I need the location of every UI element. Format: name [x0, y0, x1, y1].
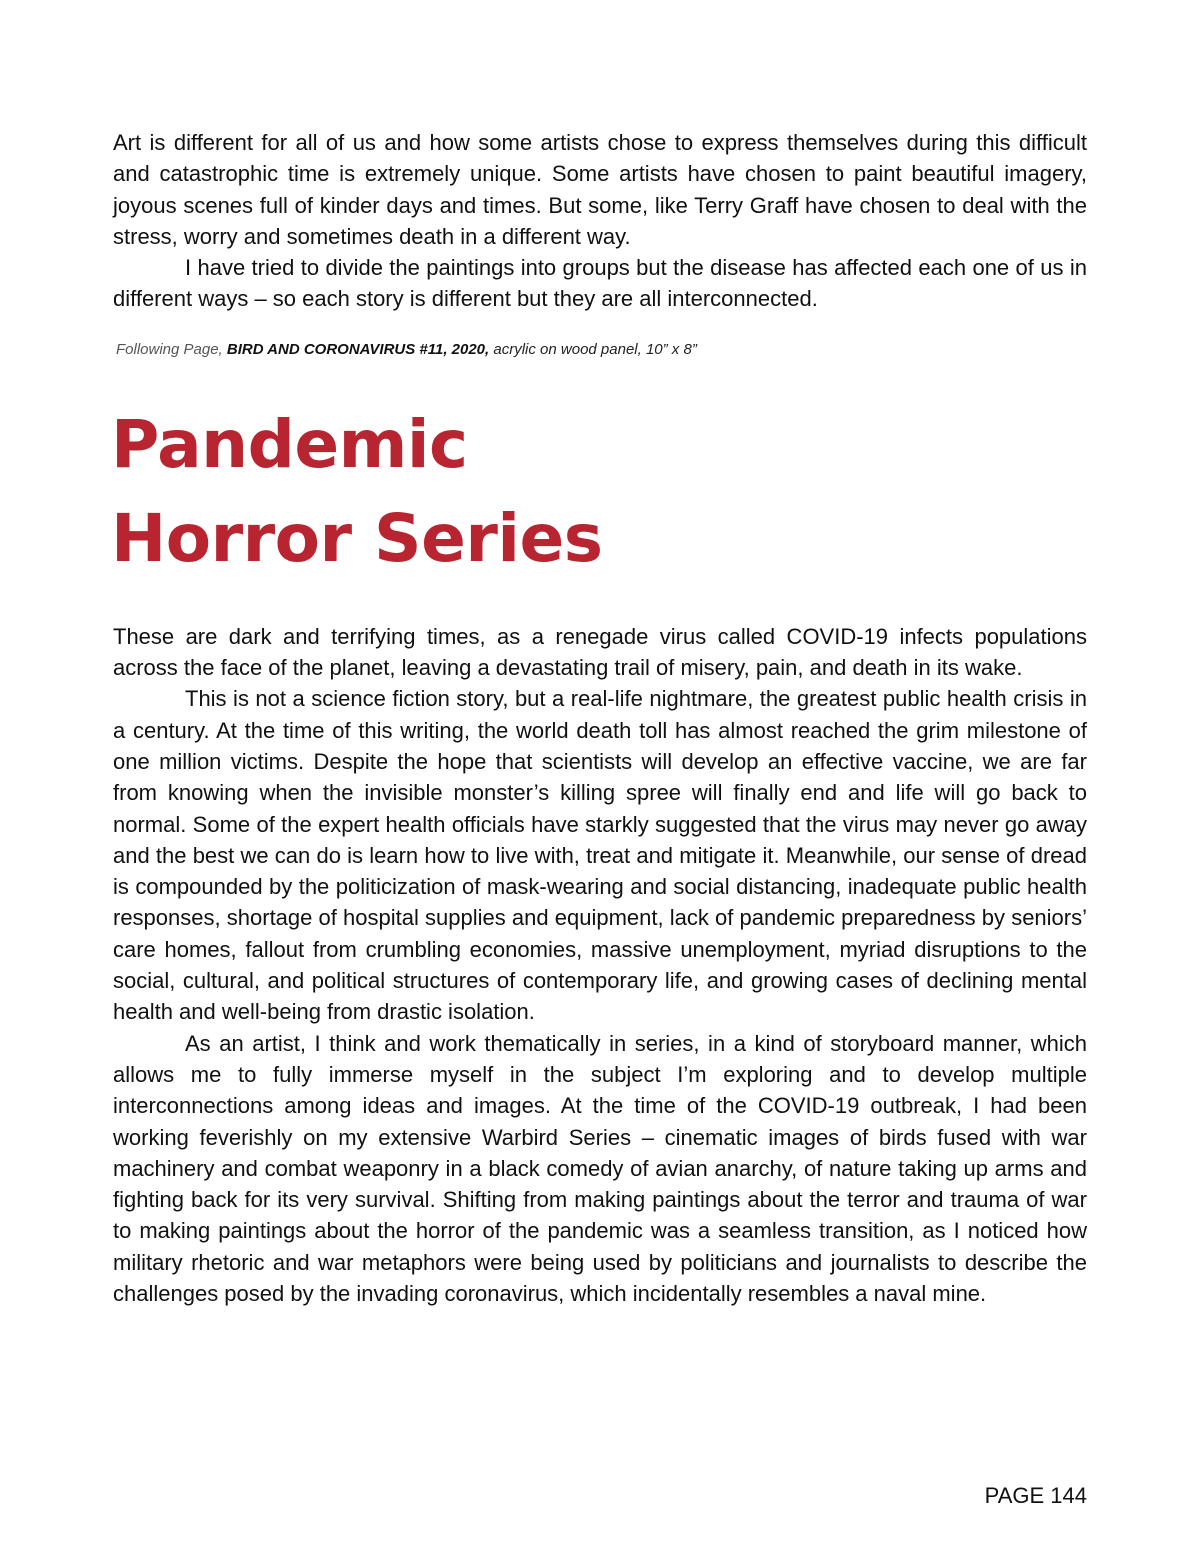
page-number: PAGE 144 [984, 1483, 1087, 1508]
intro-section [113, 127, 1087, 315]
page-content [113, 127, 1087, 1309]
caption-prefix: Following Page, [116, 340, 227, 358]
intro-paragraph: I have tried to divide the paintings into groups but the disease has affected each one of us in different ways – so each story is different but they are all interconnected. [113, 255, 1087, 312]
heading-line-1: Pandemic [111, 405, 468, 483]
caption-details: acrylic on wood panel, 10” x 8” [489, 340, 697, 358]
body-paragraph: This is not a science fiction story, but a real-life nightmare, the greatest public health crisis in a century. At the time of this writing, the world death toll has almost reached the grim milestone of one million victims. Despite the hope that scientists will develop an effective vaccine, we are far from knowing when the invisible monster’s killing spree will finally end and life will go back to normal. Some of the expert health officials have starkly suggested that the virus may never go away and the best we can do is learn how to live with, treat and mitigate it. Meanwhile, our sense of dread is compounded by the politicization of mask-wearing and social distancing, inadequate public health responses, shortage of hospital supplies and equipment, lack of pandemic preparedness by seniors’ care homes, fallout from crumbling economies, massive unemployment, myriad disruptions to the social, cultural, and political structures of contemporary life, and growing cases of declining mental health and well-being from drastic isolation. [113, 686, 1087, 1025]
intro-paragraph: Art is different for all of us and how some artists chose to express themselves during this difficult and catastrophic time is extremely unique. Some artists have chosen to paint beautiful imagery, joyous scenes full of kinder days and times. But some, like Terry Graff have chosen to deal with the stress, worry and sometimes death in a different way. [113, 130, 1087, 249]
figure-caption [116, 340, 1087, 360]
body-paragraph: As an artist, I think and work thematically in series, in a kind of storyboard manner, which allows me to fully immerse myself in the subject I’m exploring and to develop multiple interconnections among ideas and images. At the time of the COVID-19 outbreak, I had been working feverishly on my extensive Warbird Series – cinematic images of birds fused with war machinery and combat weaponry in a black comedy of avian anarchy, of nature taking up arms and fighting back for its very survival. Shifting from making paintings about the terror and trauma of war to making paintings about the horror of the pandemic was a seamless transition, as I noticed how military rhetoric and war metaphors were being used by politicians and journalists to describe the challenges posed by the invading coronavirus, which incidentally resembles a naval mine. [113, 1030, 1087, 1307]
body-paragraph: These are dark and terrifying times, as a renegade virus called COVID-19 infects populations across the face of the planet, leaving a devastating trail of misery, pain, and death in its wake. [113, 623, 1087, 681]
body-section [113, 621, 1087, 1310]
section-heading [111, 398, 1087, 586]
caption-title: BIRD AND CORONAVIRUS #11, 2020, [226, 340, 490, 358]
heading-line-2: Horror Series [111, 499, 603, 577]
